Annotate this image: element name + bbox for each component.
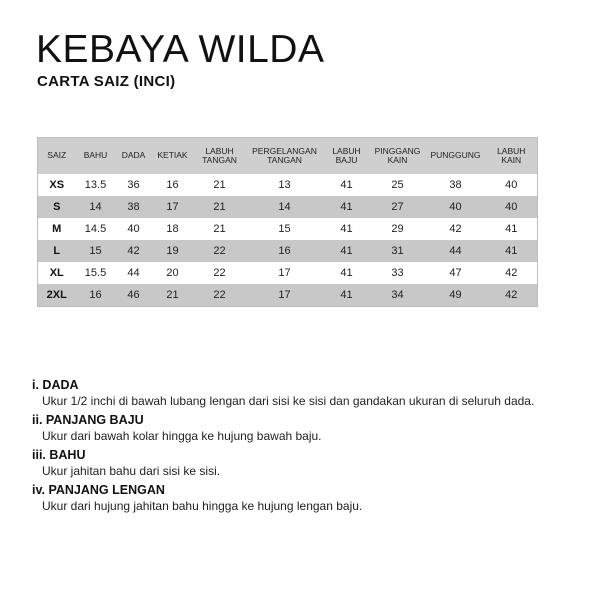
measurement-cell: 41 [486, 218, 538, 240]
measurement-cell: 17 [246, 284, 324, 307]
measurement-cell: 46 [116, 284, 152, 307]
guide-heading: i. DADA [32, 378, 79, 392]
measurement-cell: 40 [486, 174, 538, 196]
measurement-cell: 41 [486, 240, 538, 262]
measurement-cell: 38 [116, 196, 152, 218]
size-label-cell: 2XL [38, 284, 76, 307]
measurement-cell: 14 [76, 196, 116, 218]
guide-text: Ukur dari hujung jahitan bahu hingga ke hujung lengan baju. [42, 499, 363, 513]
measurement-cell: 49 [426, 284, 486, 307]
guide-text: Ukur dari bawah kolar hingga ke hujung bawah baju. [42, 429, 322, 443]
size-label-cell: XL [38, 262, 76, 284]
measurement-cell: 15.5 [76, 262, 116, 284]
measurement-cell: 16 [76, 284, 116, 307]
table-row [38, 284, 538, 307]
column-header: LABUH TANGAN [194, 138, 246, 175]
table-row [38, 240, 538, 262]
guide-heading: iii. BAHU [32, 448, 86, 462]
measurement-cell: 16 [246, 240, 324, 262]
measurement-cell: 14.5 [76, 218, 116, 240]
measurement-cell: 41 [324, 262, 370, 284]
measurement-cell: 22 [194, 262, 246, 284]
measurement-cell: 44 [426, 240, 486, 262]
size-label-cell: XS [38, 174, 76, 196]
column-header: LABUH KAIN [486, 138, 538, 175]
column-header: SAIZ [38, 138, 76, 175]
measurement-cell: 41 [324, 196, 370, 218]
measurement-cell: 41 [324, 174, 370, 196]
measurement-cell: 22 [194, 240, 246, 262]
table-header-row [38, 138, 538, 175]
size-label-cell: L [38, 240, 76, 262]
guide-heading: iv. PANJANG LENGAN [32, 483, 165, 497]
measurement-cell: 44 [116, 262, 152, 284]
measurement-cell: 15 [246, 218, 324, 240]
measurement-cell: 21 [194, 196, 246, 218]
measurement-cell: 40 [486, 196, 538, 218]
measurement-cell: 40 [426, 196, 486, 218]
guide-text: Ukur 1/2 inchi di bawah lubang lengan dari sisi ke sisi dan gandakan ukuran di seluruh dada. [42, 394, 535, 408]
measurement-cell: 29 [370, 218, 426, 240]
measurement-cell: 17 [246, 262, 324, 284]
measurement-cell: 18 [152, 218, 194, 240]
measurement-cell: 42 [426, 218, 486, 240]
measurement-cell: 41 [324, 240, 370, 262]
table-row [38, 174, 538, 196]
measurement-cell: 17 [152, 196, 194, 218]
guide-item [32, 412, 577, 444]
column-header: DADA [116, 138, 152, 175]
measurement-cell: 40 [116, 218, 152, 240]
measurement-cell: 15 [76, 240, 116, 262]
measurement-cell: 27 [370, 196, 426, 218]
measurement-cell: 41 [324, 218, 370, 240]
measurement-cell: 34 [370, 284, 426, 307]
guide-item [32, 482, 577, 514]
measurement-cell: 42 [116, 240, 152, 262]
size-label-cell: S [38, 196, 76, 218]
measurement-cell: 13 [246, 174, 324, 196]
measurement-cell: 25 [370, 174, 426, 196]
table-row [38, 218, 538, 240]
measurement-cell: 47 [426, 262, 486, 284]
column-header: LABUH BAJU [324, 138, 370, 175]
measurement-cell: 21 [194, 174, 246, 196]
measurement-cell: 21 [194, 218, 246, 240]
measurement-cell: 13.5 [76, 174, 116, 196]
column-header: PERGELANGAN TANGAN [246, 138, 324, 175]
guide-item [32, 377, 577, 409]
column-header: PINGGANG KAIN [370, 138, 426, 175]
column-header: BAHU [76, 138, 116, 175]
size-label-cell: M [38, 218, 76, 240]
table-row [38, 262, 538, 284]
measurement-cell: 41 [324, 284, 370, 307]
guide-item [32, 447, 577, 479]
page-subtitle: CARTA SAIZ (INCI) [37, 73, 176, 90]
measurement-cell: 21 [152, 284, 194, 307]
guide-text: Ukur jahitan bahu dari sisi ke sisi. [42, 464, 221, 478]
measurement-cell: 31 [370, 240, 426, 262]
measurement-cell: 33 [370, 262, 426, 284]
measurement-cell: 14 [246, 196, 324, 218]
measurement-guide [32, 377, 577, 517]
page-title: KEBAYA WILDA [36, 28, 325, 71]
table-row [38, 196, 538, 218]
measurement-cell: 16 [152, 174, 194, 196]
column-header: PUNGGUNG [426, 138, 486, 175]
measurement-cell: 22 [194, 284, 246, 307]
measurement-cell: 42 [486, 262, 538, 284]
measurement-cell: 36 [116, 174, 152, 196]
guide-heading: ii. PANJANG BAJU [32, 413, 144, 427]
measurement-cell: 20 [152, 262, 194, 284]
measurement-cell: 19 [152, 240, 194, 262]
measurement-cell: 38 [426, 174, 486, 196]
column-header: KETIAK [152, 138, 194, 175]
size-chart-table [37, 137, 538, 307]
measurement-cell: 42 [486, 284, 538, 307]
